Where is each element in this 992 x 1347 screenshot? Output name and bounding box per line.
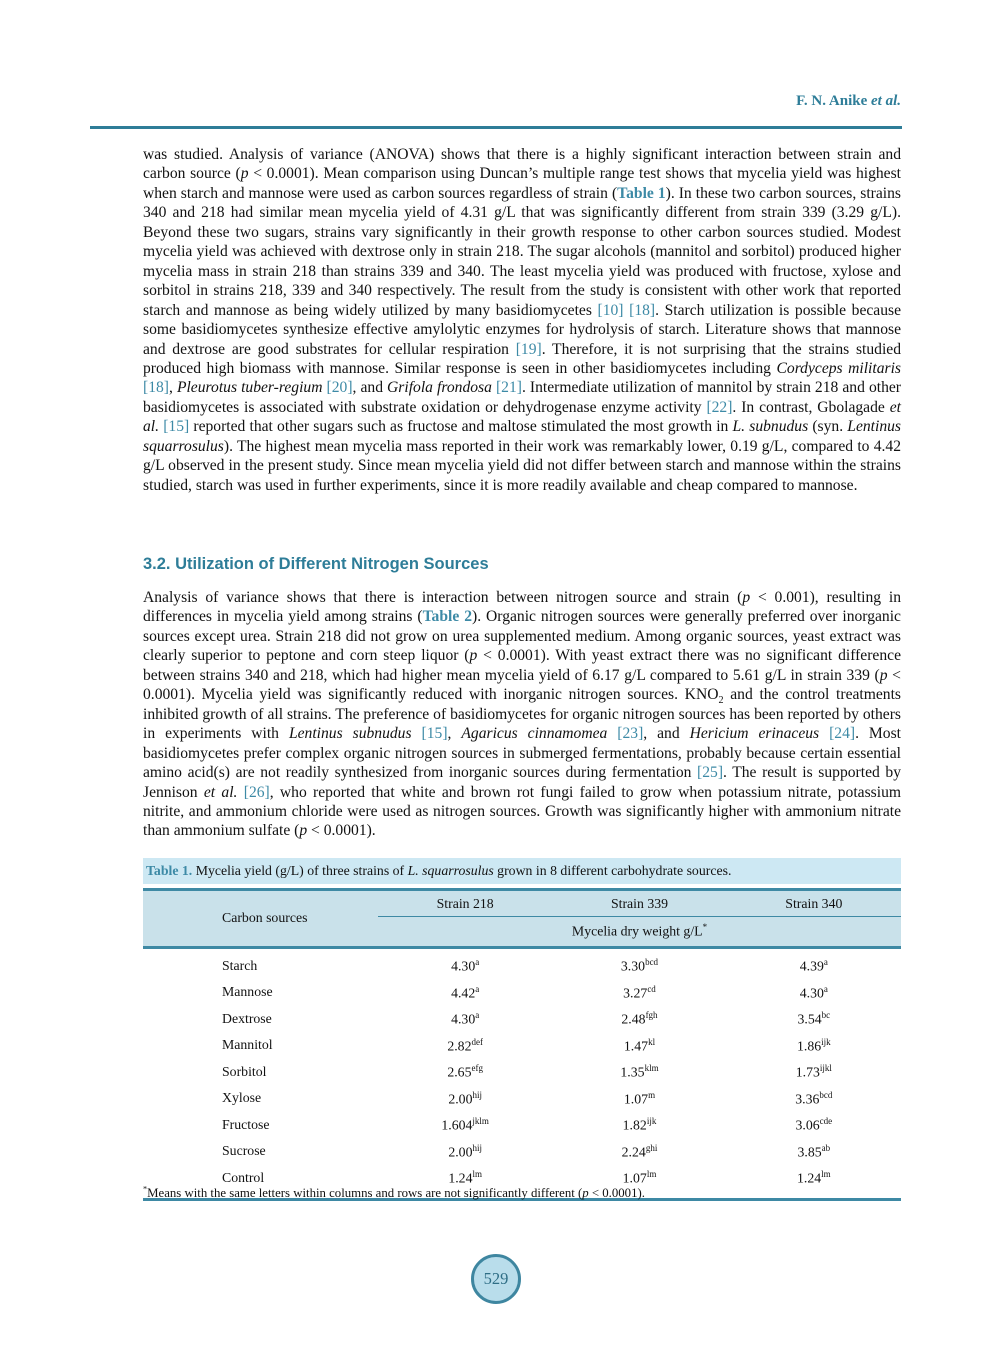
text-segment xyxy=(607,725,617,742)
text-segment: and the control treatments inhibited growth of all strains. The preference of basidiomycetes for organic nitrogen sources has been reported by others in experiments with xyxy=(143,686,902,743)
cell-value: $1.73^{ijkl}$ xyxy=(795,1063,832,1080)
text-segment: < 0.0001). With yeast extract there was no significant difference between strains 340 and 218, which had higher mean mycelia yield of 6.17 g/L compared to 5.61 g/L in strain 339 ( xyxy=(143,647,901,684)
text-segment: * xyxy=(143,1184,148,1194)
citation-link[interactable]: Table 2 xyxy=(422,608,472,626)
row-label: Dextrose xyxy=(222,1010,272,1026)
cell-value: $1.24^{lm}$ xyxy=(448,1169,482,1186)
cell-value: 3.30$^{bcd}$ xyxy=(620,957,659,974)
text-segment: 2 xyxy=(718,695,724,707)
text-segment: Grifola frondosa xyxy=(387,379,492,397)
text-segment: (syn. xyxy=(808,418,848,436)
cell-value: $1.07^{lm}$ xyxy=(622,1169,657,1186)
text-segment: p xyxy=(299,822,308,840)
text-segment: . The result is supported by Jennison xyxy=(143,764,901,801)
citation-link[interactable]: [15] xyxy=(163,418,190,436)
significance-letters: ab xyxy=(821,1142,831,1153)
significance-letters: bcd xyxy=(645,957,659,968)
row-label: Control xyxy=(222,1169,265,1185)
text-segment: p xyxy=(582,1186,589,1200)
text-segment: Lentinus subnudus xyxy=(288,725,412,743)
page-number-badge xyxy=(471,1254,521,1304)
citation-link[interactable]: [15] xyxy=(421,725,448,743)
text-segment: Pleurotus tuber-regium xyxy=(176,379,323,397)
text-segment: . In contrast, Gbolagade xyxy=(732,398,890,416)
table-body xyxy=(143,949,901,1202)
text-segment: ). In these two carbon sources, strains 340 and 218 had similar mean mycelia yield of 4.31 g/L that was significantly different from strain 339 (3.29 g/L). Beyond these two sugars, strains vary significantly in their growth response to other carbon sources studied. Modest mycelia yield was achieved with dextrose only in strain 218. The sugar alcohols (mannitol and sorbitol) produced higher mycelia mass in strain 218 than strains 339 and 340. The least mycelia yield was produced with fructose, xylose and sorbitol in strains 218, 339 and 340 respectively. The result from the study is consistent with other work that reported starch and mannose as being widely utilized by many basidiomycetes xyxy=(143,184,901,319)
text-segment xyxy=(819,725,829,742)
cell-value: $1.35^{klm}$ xyxy=(620,1063,659,1080)
significance-letters: a xyxy=(823,983,828,994)
significance-letters: cde xyxy=(819,1116,833,1127)
cell-value: $2.00^{hij}$ xyxy=(448,1142,482,1160)
significance-letters: cd xyxy=(647,983,656,994)
text-segment: , and xyxy=(352,379,388,397)
table-row xyxy=(143,953,901,980)
table-row xyxy=(143,979,901,1006)
body-paragraph-1 xyxy=(143,145,901,495)
table-header-right xyxy=(378,891,901,946)
page-number: 529 xyxy=(483,1269,509,1288)
row-label: Sorbitol xyxy=(222,1063,267,1079)
significance-letters: bcd xyxy=(819,1089,833,1100)
cell-value: 2.65$^{efg}$ xyxy=(447,1063,483,1080)
significance-letters: a xyxy=(475,957,480,968)
row-label: Xylose xyxy=(222,1090,262,1106)
table-1 xyxy=(143,888,901,1201)
text-segment: < 0.001), resulting in differences in mycelia yield among strains ( xyxy=(143,589,902,626)
text-segment: Lentinus squarrosulus xyxy=(143,418,901,455)
text-segment: . Starch utilization is possible because some basidiomycetes synthesize effective amylolytic enzymes for hydrolysis of starch. Literature shows that mannose and dextrose are good substrates for cellular respiration xyxy=(143,301,901,358)
significance-letters: lm xyxy=(472,1169,482,1180)
text-segment: . Intermediate utilization of mannitol by strain 218 and other basidiomycetes is associated with substrate oxidation or dehydrogenase enzyme activity xyxy=(143,379,901,416)
text-segment: Means with the same letters within columns and rows are not significantly different ( xyxy=(147,1186,583,1200)
cell-value: 3.54$^{bc}$ xyxy=(797,1010,831,1027)
text-segment: et al. xyxy=(143,398,901,436)
strain-header-row xyxy=(378,891,901,917)
row-label: Fructose xyxy=(222,1116,270,1132)
cell-value: $2.24^{ghi}$ xyxy=(621,1142,658,1160)
citation-link[interactable]: [23] xyxy=(617,725,644,743)
header-rule xyxy=(90,126,902,129)
text-segment: Cordyceps militaris xyxy=(776,359,901,377)
table-row xyxy=(143,1032,901,1059)
running-head-author: F. N. Anike xyxy=(796,93,871,109)
text-segment: < 0.0001). Mean comparison using Duncan’s multiple range test shows that mycelia yield was highest when starch and mannose were used as carbon sources regardless of strain ( xyxy=(143,165,901,202)
significance-letters: hij xyxy=(472,1089,482,1100)
significance-letters: jklm xyxy=(472,1116,489,1127)
table-row xyxy=(143,1085,901,1112)
text-segment: p xyxy=(742,589,751,606)
significance-letters: a xyxy=(475,1010,480,1021)
significance-letters: def xyxy=(471,1036,483,1047)
column-header-strain-218: Strain 218 xyxy=(436,896,494,911)
cell-value: $1.24^{lm}$ xyxy=(796,1169,831,1186)
column-header-strain-339: Strain 339 xyxy=(610,896,669,911)
citation-link[interactable]: [10] xyxy=(597,301,624,319)
text-segment: , xyxy=(447,725,462,743)
table-caption xyxy=(143,858,901,884)
text-segment: ). The highest mean mycelia mass reported in their work was remarkably lower, 0.19 g/L, compared to 4.42 g/L observed in the present study. Since mean mycelia yield did not differ between starch and mannose within the strains studied, starch was used in further experiments, since it is more readily available and cheap compared to mannose. xyxy=(143,437,901,494)
cell-value: 2.48$^{fgh}$ xyxy=(621,1010,658,1027)
significance-letters: ijkl xyxy=(819,1063,832,1074)
text-segment: , xyxy=(168,379,177,397)
significance-letters: fgh xyxy=(645,1010,658,1021)
citation-link[interactable]: [19] xyxy=(515,340,542,358)
significance-letters: a xyxy=(823,957,828,968)
significance-letters: kl xyxy=(648,1036,656,1047)
significance-letters: lm xyxy=(646,1169,657,1180)
text-segment: L. subnudus xyxy=(732,418,809,436)
row-label: Mannitol xyxy=(222,1037,273,1053)
citation-link[interactable]: [22] xyxy=(706,398,733,416)
table-row xyxy=(143,1059,901,1086)
text-segment: Hericium erinaceus xyxy=(689,725,820,743)
significance-letters: efg xyxy=(471,1063,483,1074)
cell-value: 3.36$^{bcd}$ xyxy=(795,1089,833,1107)
table-header xyxy=(143,888,901,949)
text-segment: . Therefore, it is not surprising that the strains studied produced high biomass with mannose. Similar response is seen in other basidiomycetes including xyxy=(143,340,901,377)
row-label: Sucrose xyxy=(222,1143,266,1159)
text-segment: p xyxy=(469,647,478,665)
citation-link[interactable]: [18] xyxy=(143,379,169,397)
text-segment: Mycelia yield (g/L) of three strains of xyxy=(192,863,408,878)
cell-value: 1.07$^m$ xyxy=(623,1089,656,1107)
text-segment: p xyxy=(240,165,249,183)
citation-link[interactable]: [20] xyxy=(326,379,353,397)
text-segment: grown in 8 different carbohydrate sources. xyxy=(493,863,732,878)
citation-link[interactable]: Table 1. xyxy=(146,863,193,878)
text-segment: Analysis of variance shows that there is interaction between nitrogen source and strain ( xyxy=(143,589,743,606)
cell-value: $1.604^{jklm}$ xyxy=(441,1116,489,1133)
footnote-marker: * xyxy=(702,922,708,932)
cell-value: 2.82$^{def}$ xyxy=(447,1036,483,1054)
text-segment: < 0.0001). Mycelia yield was significantly reduced with inorganic nitrogen sources. KNO xyxy=(143,666,901,704)
text-segment xyxy=(412,725,422,742)
significance-letters: klm xyxy=(644,1063,659,1074)
cell-value: 4.39$^a$ xyxy=(799,957,828,974)
significance-letters: bc xyxy=(821,1010,831,1021)
text-segment: L. squarrosulus xyxy=(407,863,494,878)
table-row xyxy=(143,1112,901,1139)
body-paragraph-2 xyxy=(143,588,901,841)
table-footnote xyxy=(143,1186,901,1201)
sub-header-mycelia-dry-weight: Mycelia dry weight g/L* xyxy=(571,922,708,939)
citation-link[interactable]: [18] xyxy=(629,301,656,319)
significance-letters: m xyxy=(648,1089,656,1100)
cell-value: 4.42$^a$ xyxy=(451,983,480,1001)
cell-value: $1.86^{ijk}$ xyxy=(796,1036,831,1054)
significance-letters: lm xyxy=(821,1169,831,1180)
column-header-carbon-sources: Carbon sources xyxy=(222,910,308,926)
running-head-suffix: et al. xyxy=(871,93,901,109)
cell-value: $1.47^{kl}$ xyxy=(623,1036,656,1054)
significance-letters: a xyxy=(475,983,480,994)
text-segment: < 0.0001). xyxy=(588,1186,645,1200)
citation-link[interactable]: [26] xyxy=(243,783,270,801)
significance-letters: ijk xyxy=(646,1116,657,1127)
cell-value: 4.30$^a$ xyxy=(799,983,828,1001)
row-label: Mannose xyxy=(222,984,273,1000)
text-segment: ). Organic nitrogen sources were generally preferred over inorganic sources except urea. Strain 218 did not grow on urea supplemented medium. Among organic sources, yeast extract was clearly superior to peptone and corn steep liquor ( xyxy=(143,608,901,665)
cell-value: $2.00^{hij}$ xyxy=(448,1089,482,1107)
significance-letters: ghi xyxy=(645,1142,658,1153)
citation-link[interactable]: [25] xyxy=(697,764,724,782)
text-segment: Agaricus cinnamomea xyxy=(461,725,608,743)
cell-value: 3.06$^{cde}$ xyxy=(795,1116,833,1133)
text-segment: et al. xyxy=(203,783,238,801)
text-segment: < 0.0001). xyxy=(307,822,376,840)
section-heading: 3.2. Utilization of Different Nitrogen Sources xyxy=(143,555,489,573)
text-segment: , who reported that white and brown rot fungi failed to grow when potassium nitrate, potassium nitrite, and ammonium chloride were used as nitrogen sources. Growth was significantly higher with ammonium nitrate than ammonium sulfate ( xyxy=(143,783,901,840)
cell-value: 4.30$^a$ xyxy=(451,957,480,974)
cell-value: 3.27$^{cd}$ xyxy=(623,983,656,1001)
cell-value: 4.30$^a$ xyxy=(451,1010,480,1027)
column-header-strain-340: Strain 340 xyxy=(785,896,843,911)
cell-value: 3.85$^{ab}$ xyxy=(797,1142,831,1160)
cell-value: $1.82^{ijk}$ xyxy=(622,1116,657,1133)
text-segment: p xyxy=(879,666,888,684)
text-segment: . Most basidiomycetes prefer complex organic nitrogen sources in submerged fermentations, probably because certain essential amino acid(s) are not readily synthesized from inorganic sources during fermentation xyxy=(143,725,901,782)
text-segment: was studied. Analysis of variance (ANOVA) shows that there is a highly significant interaction between strain and carbon source ( xyxy=(143,146,901,183)
running-head xyxy=(796,93,901,110)
table-row xyxy=(143,1006,901,1033)
significance-letters: hij xyxy=(472,1142,482,1153)
row-label: Starch xyxy=(222,957,258,973)
citation-link[interactable]: [21] xyxy=(495,379,522,397)
citation-link[interactable]: [24] xyxy=(829,725,856,743)
citation-link[interactable]: Table 1 xyxy=(617,184,666,202)
significance-letters: ijk xyxy=(821,1036,831,1047)
text-segment: , and xyxy=(643,725,690,743)
text-segment: reported that other sugars such as fructose and maltose stimulated the most growth in xyxy=(189,418,733,436)
table-row xyxy=(143,1138,901,1165)
